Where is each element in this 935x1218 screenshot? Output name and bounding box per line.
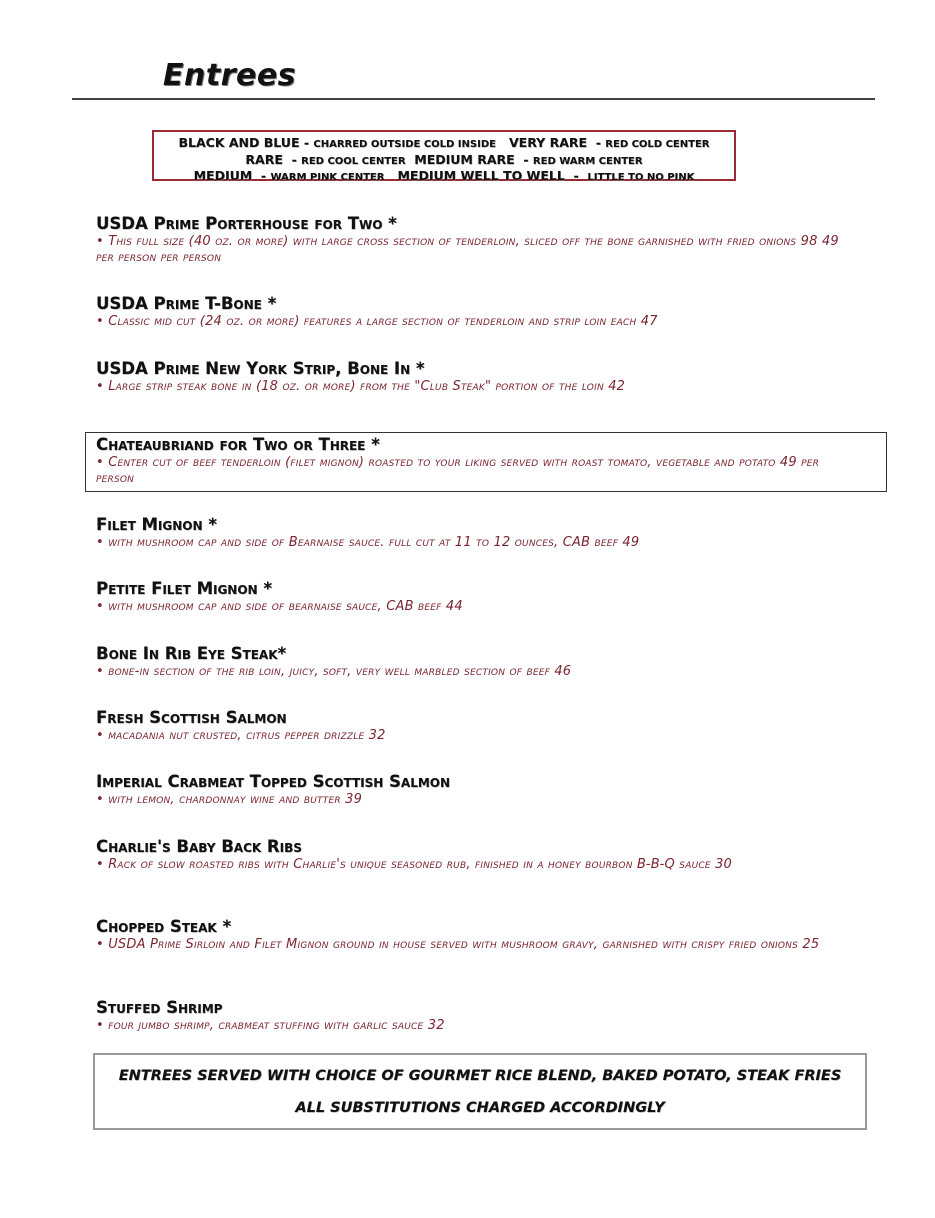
temp-medium-rare-desc: RED WARM CENTER [532, 155, 643, 167]
menu-item-name: Charlie's Baby Back Ribs [96, 837, 302, 856]
temp-rare: RARE - [245, 151, 302, 167]
menu-item-description: • with mushroom cap and side of bearnaise sauce, CAB beef 44 [96, 599, 463, 614]
menu-item-name: USDA Prime T-Bone * [96, 294, 277, 313]
menu-item-description: • USDA Prime Sirloin and Filet Mignon ground in house served with mushroom gravy, garnished with crispy fried onions 25 [96, 937, 820, 952]
menu-item [96, 772, 856, 808]
temp-black-and-blue-desc: CHARRED OUTSIDE COLD INSIDE [313, 139, 496, 150]
menu-item-description: • Classic mid cut (24 oz. or more) features a large section of tenderloin and strip loin each 47 [96, 314, 658, 329]
temp-medium-desc: WARM PINK CENTER [270, 172, 385, 183]
page-title: Entrees [163, 58, 297, 93]
menu-item [96, 644, 856, 680]
menu-item-name: Filet Mignon * [96, 515, 217, 534]
menu-item [96, 359, 856, 395]
temp-medium: MEDIUM - [193, 168, 271, 183]
menu-item-name: Fresh Scottish Salmon [96, 708, 287, 727]
menu-item [96, 294, 856, 330]
footer-note [93, 1053, 867, 1130]
title-divider [72, 98, 875, 100]
menu-item-description: • bone-in section of the rib loin, juicy, soft, very well marbled section of beef 46 [96, 664, 572, 679]
menu-item-description: • with lemon, chardonnay wine and butter 39 [96, 792, 363, 807]
temperature-line-3 [154, 169, 734, 186]
menu-item [96, 579, 856, 615]
temp-medium-rare: MEDIUM RARE - [405, 151, 533, 167]
menu-item [96, 708, 856, 744]
temp-very-rare: VERY RARE - [495, 135, 606, 150]
menu-item-description: • Large strip steak bone in (18 oz. or more) from the "Club Steak" portion of the loin 42 [96, 379, 626, 394]
menu-item-name: Petite Filet Mignon * [96, 579, 272, 598]
footer-sides-note: ENTREES SERVED WITH CHOICE OF GOURMET RICE BLEND, BAKED POTATO, STEAK FRIES [118, 1068, 842, 1084]
menu-item-name: Bone In Rib Eye Steak* [96, 644, 287, 663]
footer-substitution-note: ALL SUBSTITUTIONS CHARGED ACCORDINGLY [295, 1100, 665, 1116]
menu-item [96, 515, 856, 551]
menu-item [96, 998, 856, 1034]
menu-item-name: USDA Prime Porterhouse for Two * [96, 214, 397, 233]
menu-item-name: Stuffed Shrimp [96, 998, 223, 1017]
menu-item-description: • macadania nut crusted, citrus pepper drizzle 32 [96, 728, 386, 743]
temp-black-and-blue: BLACK AND BLUE - [178, 135, 314, 150]
menu-item-description: • This full size (40 oz. or more) with large cross section of tenderloin, sliced off the bone garnished with fried onions 98 49 per person per person [96, 234, 839, 265]
temperature-line-1 [154, 136, 734, 153]
menu-item-description: • Center cut of beef tenderloin (filet mignon) roasted to your liking served with roast tomato, vegetable and potato 49 per person [96, 455, 820, 486]
menu-item-description: • Rack of slow roasted ribs with Charlie's unique seasoned rub, finished in a honey bourbon B-B-Q sauce 30 [96, 857, 733, 872]
temp-very-rare-desc: RED COLD CENTER [605, 139, 710, 150]
temp-medium-well-desc: LITTLE TO NO PINK [587, 172, 695, 183]
temp-rare-desc: RED COOL CENTER [301, 155, 406, 167]
menu-item-featured [96, 435, 856, 487]
menu-item [96, 917, 856, 953]
menu-item-name: Chopped Steak * [96, 917, 232, 936]
temp-medium-well: MEDIUM WELL TO WELL - [384, 168, 588, 183]
menu-item [96, 214, 856, 266]
temperature-guide [152, 130, 736, 181]
menu-item-description: • four jumbo shrimp, crabmeat stuffing with garlic sauce 32 [96, 1018, 445, 1033]
menu-item [96, 837, 856, 873]
menu-item-name: Chateaubriand for Two or Three * [96, 435, 380, 454]
menu-item-name: USDA Prime New York Strip, Bone In * [96, 359, 425, 378]
menu-item-description: • with mushroom cap and side of Bearnaise sauce. full cut at 11 to 12 ounces, CAB beef 49 [96, 535, 640, 550]
temperature-line-2 [154, 153, 734, 170]
menu-item-name: Imperial Crabmeat Topped Scottish Salmon [96, 772, 451, 791]
